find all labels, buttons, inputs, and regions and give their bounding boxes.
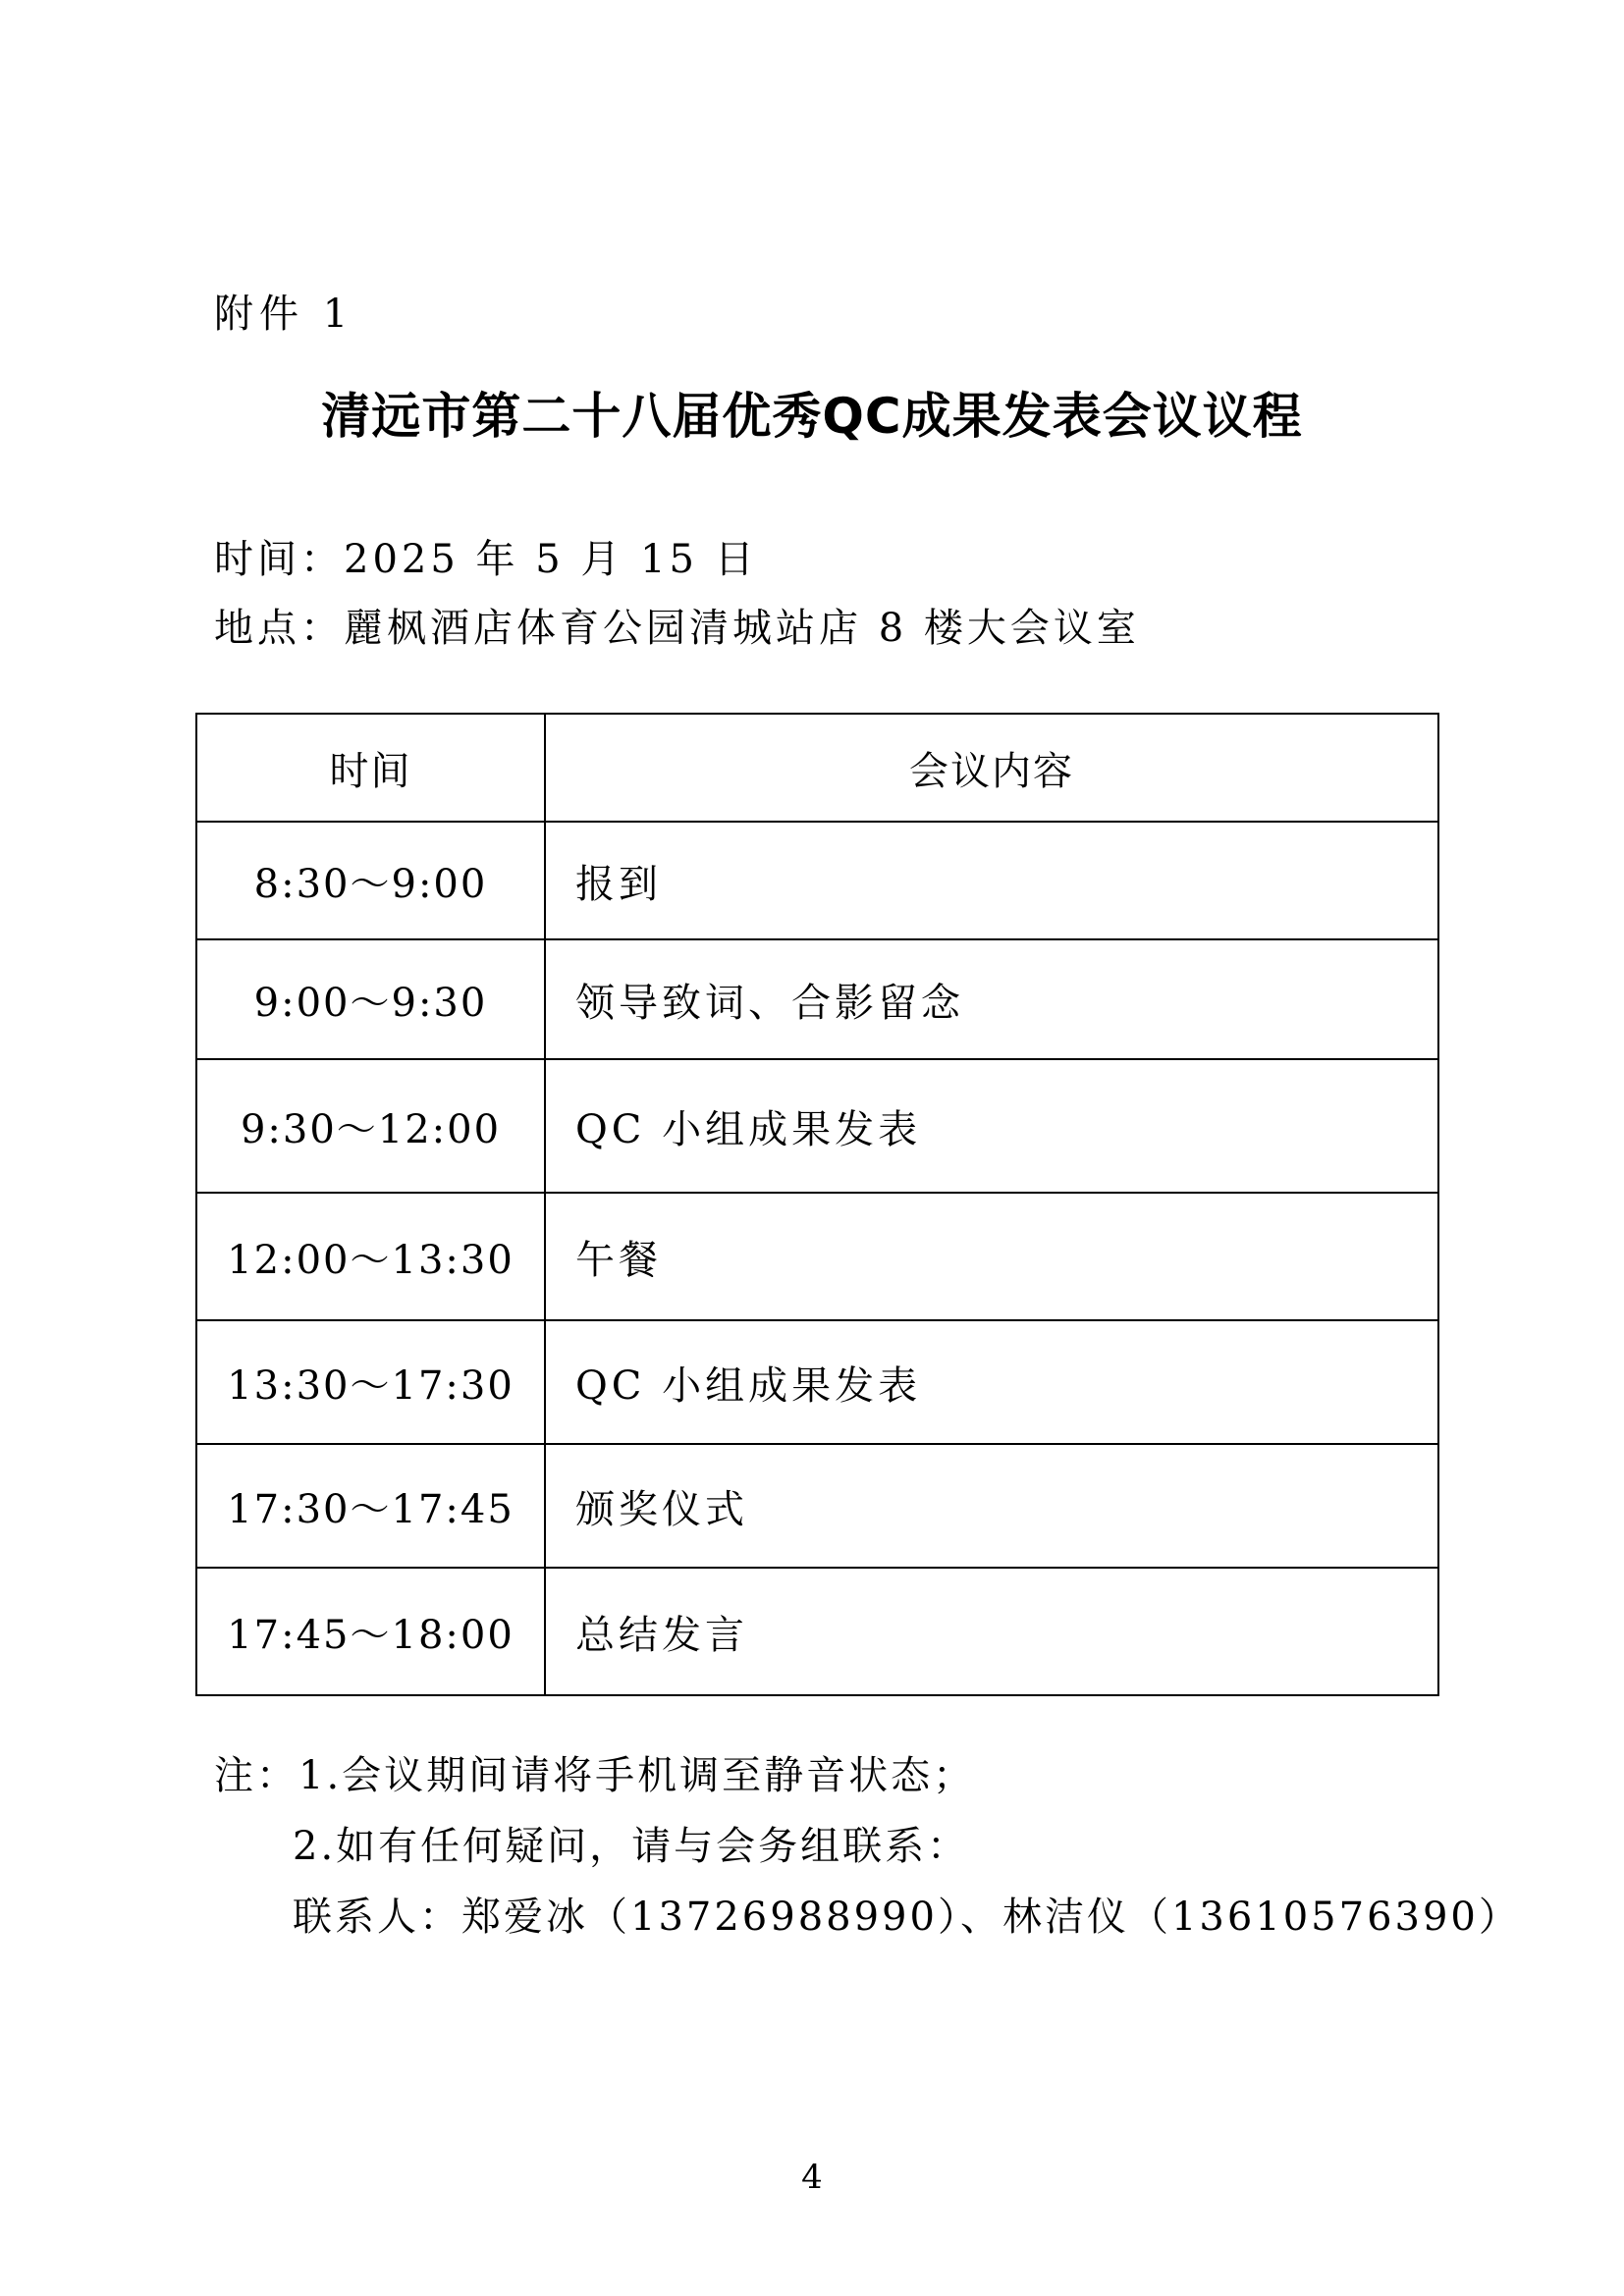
- row-time: 9:30～12:00: [196, 1059, 545, 1193]
- row-time: 8:30～9:00: [196, 822, 545, 939]
- row-time: 9:00～9:30: [196, 939, 545, 1059]
- header-time: 时间: [196, 714, 545, 822]
- row-time: 17:45～18:00: [196, 1568, 545, 1695]
- table-row: [196, 1193, 1438, 1320]
- note-line-2: 2.如有任何疑问，请与会务组联系：: [293, 1824, 970, 1869]
- header-content: 会议内容: [545, 714, 1438, 822]
- row-content: 报到: [545, 822, 1438, 939]
- row-content: QC 小组成果发表: [545, 1059, 1438, 1193]
- row-content: QC 小组成果发表: [545, 1320, 1438, 1444]
- table-row: [196, 1444, 1438, 1568]
- row-content: 颁奖仪式: [545, 1444, 1438, 1568]
- table-row: [196, 1320, 1438, 1444]
- table-row: [196, 1568, 1438, 1695]
- agenda-table: [195, 713, 1439, 1696]
- row-time: 12:00～13:30: [196, 1193, 545, 1320]
- page-number: 4: [801, 2158, 823, 2197]
- meeting-time: 时间：2025 年 5 月 15 日: [214, 537, 758, 582]
- table-row: [196, 1059, 1438, 1193]
- row-time: 17:30～17:45: [196, 1444, 545, 1568]
- row-content: 领导致词、合影留念: [545, 939, 1438, 1059]
- table-row: [196, 822, 1438, 939]
- row-time: 13:30～17:30: [196, 1320, 545, 1444]
- document-title: 清远市第二十八届优秀QC成果发表会议议程: [321, 388, 1303, 445]
- row-content: 总结发言: [545, 1568, 1438, 1695]
- agenda-header-row: [196, 714, 1438, 822]
- table-row: [196, 939, 1438, 1059]
- contact-line: 联系人：郑爱冰（13726988990）、林洁仪（13610576390）: [293, 1895, 1521, 1940]
- row-content: 午餐: [545, 1193, 1438, 1320]
- meeting-place: 地点：麗枫酒店体育公园清城站店 8 楼大会议室: [214, 606, 1140, 651]
- note-line-1: 注：1.会议期间请将手机调至静音状态；: [214, 1753, 976, 1798]
- attachment-label: 附件 1: [214, 292, 354, 337]
